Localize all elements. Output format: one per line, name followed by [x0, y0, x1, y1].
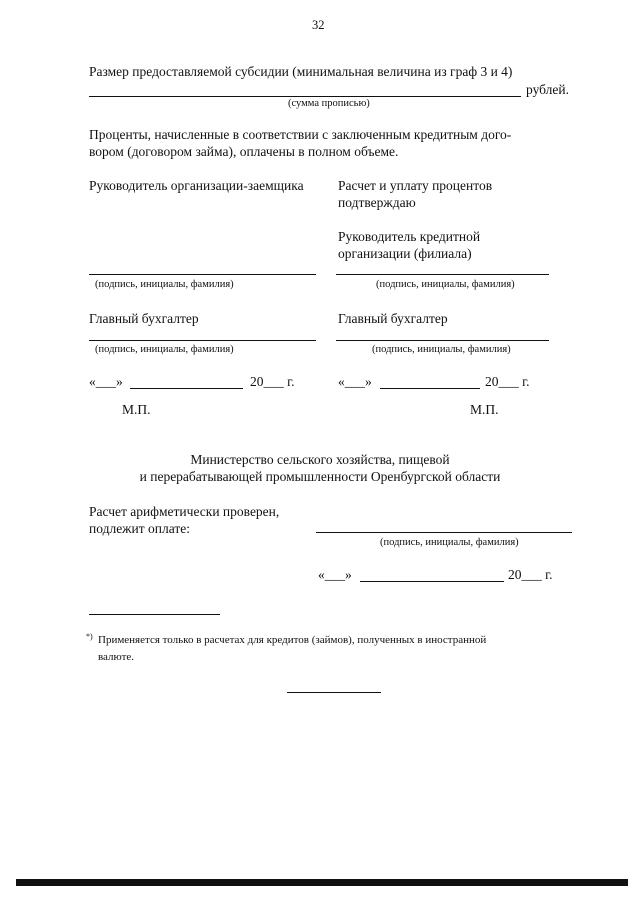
footnote-mark: *)	[86, 632, 93, 641]
check-sign-line	[316, 532, 572, 533]
confirm-line1: Расчет и уплату процентов	[338, 178, 493, 193]
subsidy-amount-line	[89, 96, 521, 97]
footnote-separator	[89, 614, 220, 615]
subsidy-words-caption: (сумма прописью)	[288, 98, 370, 109]
bank-stamp: М.П.	[470, 402, 499, 417]
ministry-line2: и перерабатывающей промышленности Оренбургской области	[139, 469, 501, 484]
bank-date-year: 20___ г.	[485, 374, 530, 389]
page-number: 32	[312, 18, 325, 32]
bank-head-sign-caption: (подпись, инициалы, фамилия)	[376, 279, 515, 290]
borrower-stamp: М.П.	[122, 402, 151, 417]
check-sign-caption: (подпись, инициалы, фамилия)	[380, 537, 519, 548]
footnote-line2: валюте.	[98, 651, 135, 663]
ministry-line1: Министерство сельского хозяйства, пищевой	[190, 452, 450, 467]
footnote-line1: Применяется только в расчетах для кредитов (займов), полученных в иностранной	[98, 634, 487, 646]
borrower-head-sign-caption: (подпись, инициалы, фамилия)	[95, 279, 234, 290]
check-date-month-line	[360, 581, 504, 582]
borrower-accountant-caption: (подпись, инициалы, фамилия)	[95, 344, 234, 355]
bank-head-line2: организации (филиала)	[338, 246, 472, 261]
borrower-date-month-line	[130, 388, 243, 389]
check-date-year: 20___ г.	[508, 567, 553, 582]
borrower-head-label: Руководитель организации-заемщика	[89, 178, 304, 193]
bank-accountant-caption: (подпись, инициалы, фамилия)	[372, 344, 511, 355]
check-date-day: «___»	[318, 567, 352, 582]
bank-accountant-label: Главный бухгалтер	[338, 311, 448, 326]
borrower-accountant-sign-line	[89, 340, 316, 341]
bank-head-line1: Руководитель кредитной	[338, 229, 481, 244]
borrower-accountant-label: Главный бухгалтер	[89, 311, 199, 326]
subsidy-currency: рублей.	[526, 82, 570, 97]
check-line2: подлежит оплате:	[89, 521, 191, 536]
end-rule	[287, 692, 381, 693]
subsidy-line: Размер предоставляемой субсидии (минимальная величина из граф 3 и 4)	[89, 64, 513, 79]
bank-date-month-line	[380, 388, 480, 389]
borrower-date-year: 20___ г.	[250, 374, 295, 389]
borrower-date-day: «___»	[89, 374, 123, 389]
bank-date-day: «___»	[338, 374, 372, 389]
bank-accountant-sign-line	[336, 340, 549, 341]
confirm-line2: подтверждаю	[338, 195, 416, 210]
interest-line1: Проценты, начисленные в соответствии с заключенным кредитным дого-	[89, 127, 512, 142]
scan-edge-band	[16, 879, 628, 886]
check-line1: Расчет арифметически проверен,	[89, 504, 280, 519]
bank-head-sign-line	[336, 274, 549, 275]
interest-line2: вором (договором займа), оплачены в полном объеме.	[89, 144, 399, 159]
borrower-head-sign-line	[89, 274, 316, 275]
